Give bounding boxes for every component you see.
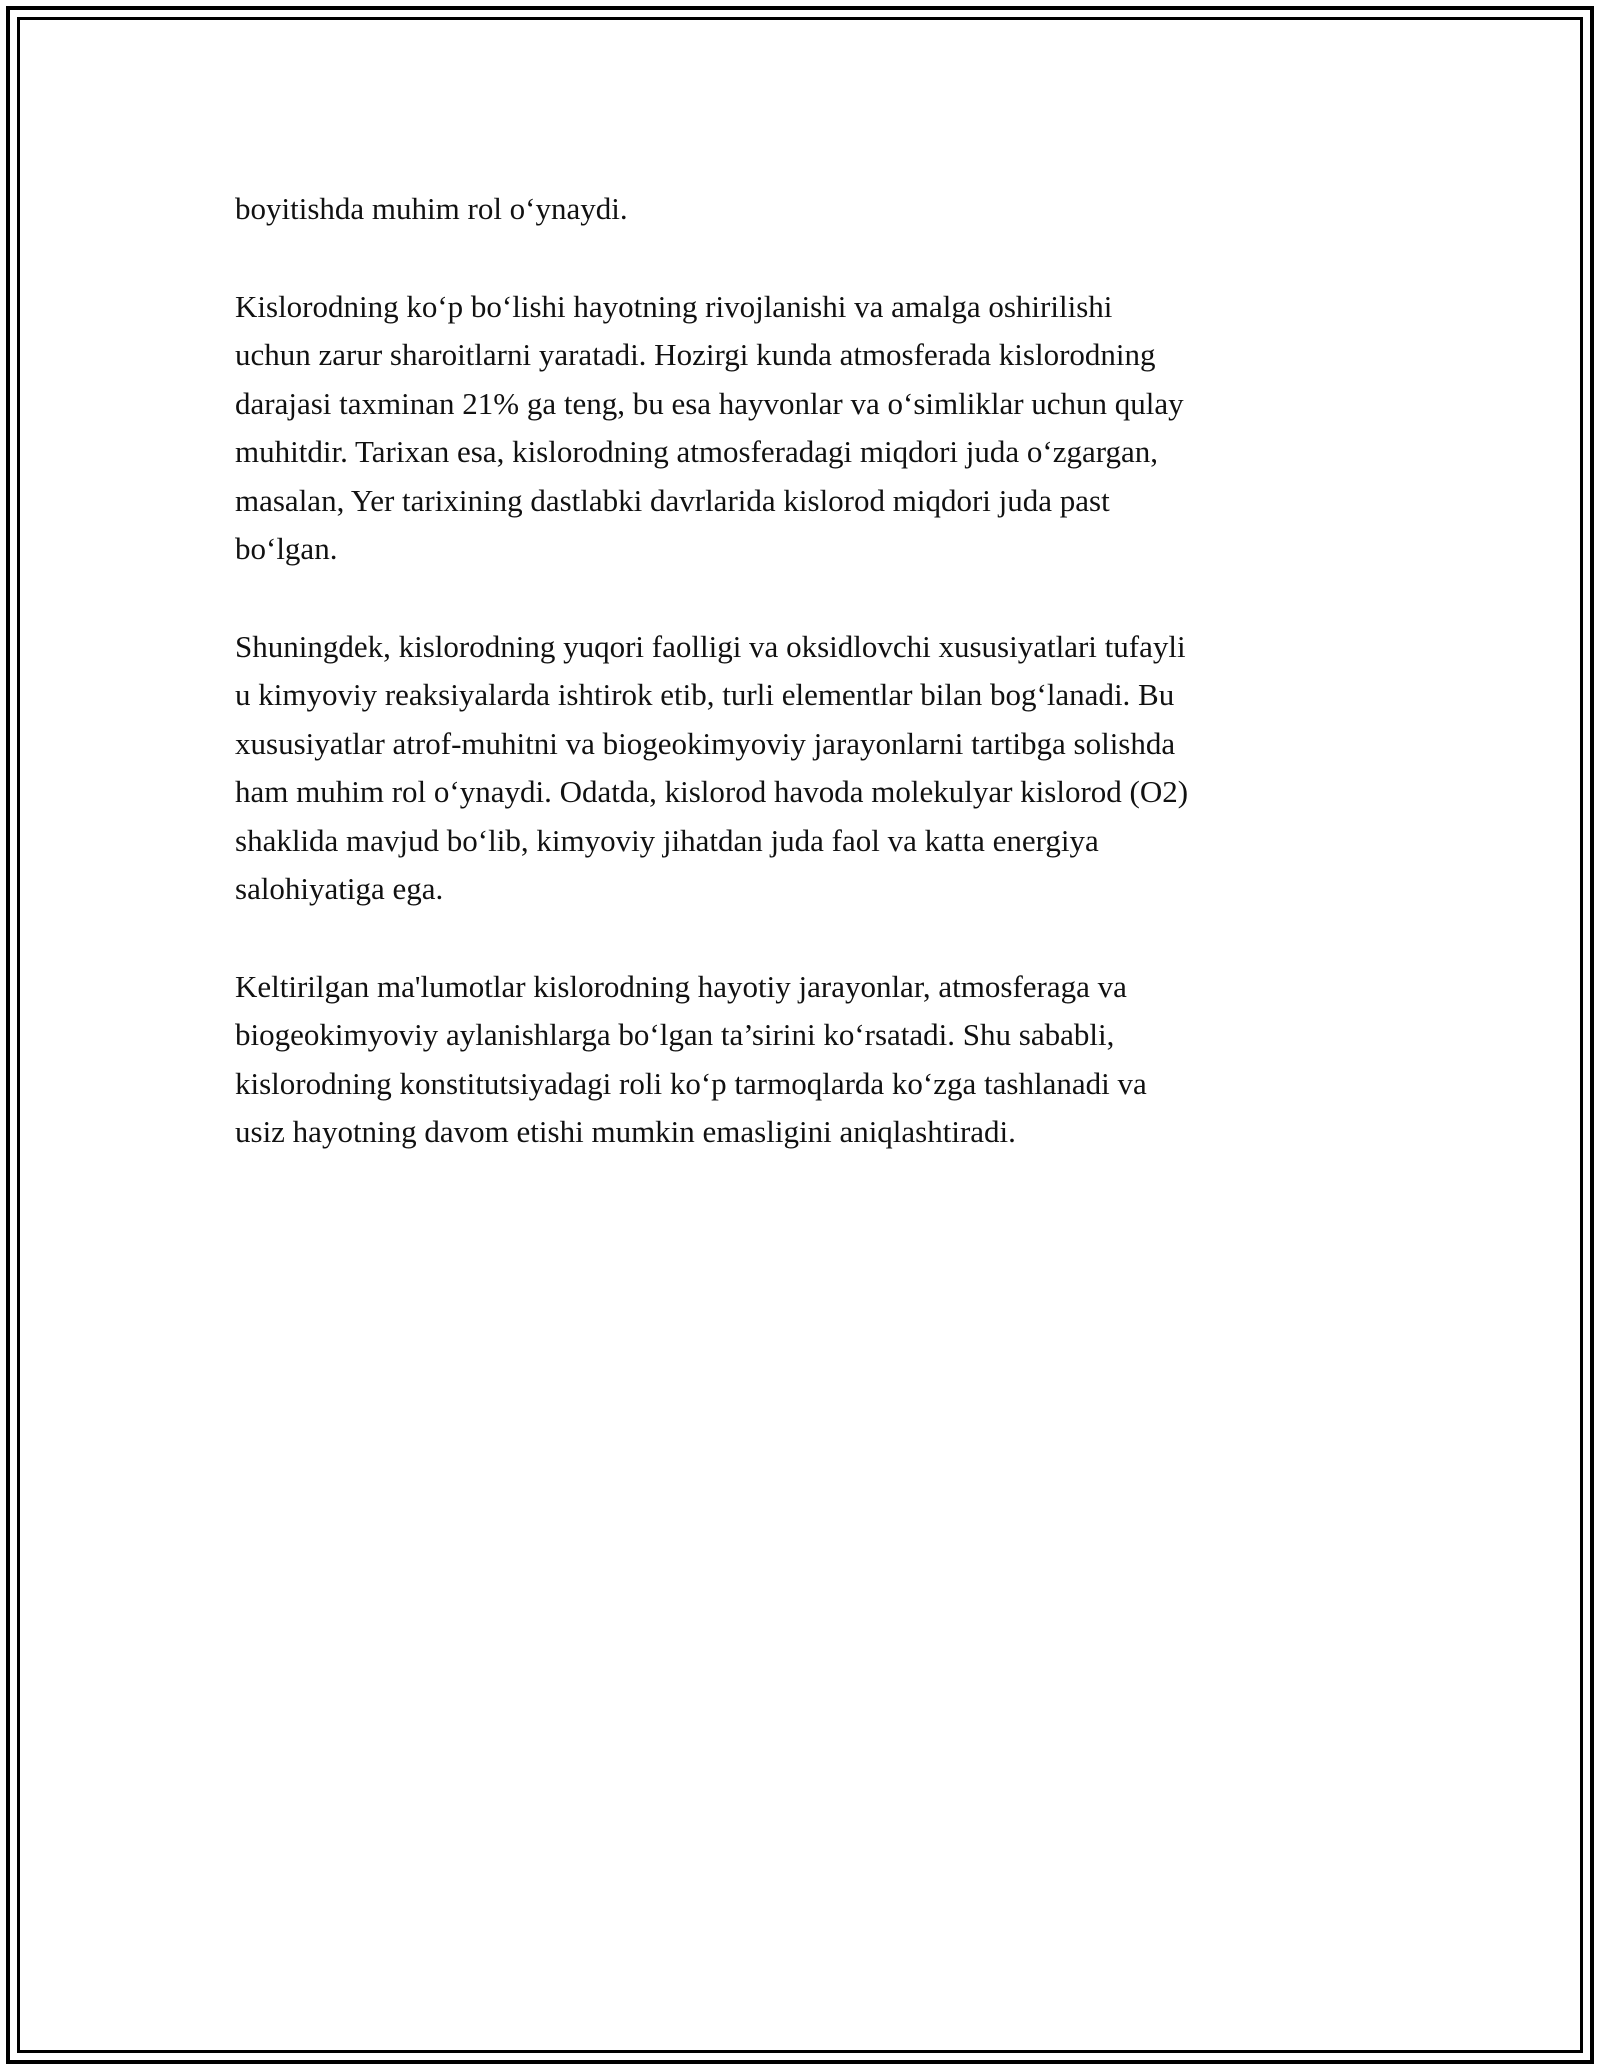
text-line: muhitdir. Tarixan esa, kislorodning atmosferadagi miqdori juda o‘zgargan,	[235, 434, 1159, 469]
text-line: kislorodning konstitutsiyadagi roli ko‘p tarmoqlarda ko‘zga tashlanadi va	[235, 1065, 1147, 1101]
text-line: xususiyatlar atrof-muhitni va biogeokimyoviy jarayonlarni tartibga solishda	[235, 725, 1176, 761]
paragraph-4	[235, 963, 1370, 1157]
text-line: salohiyatiga ega.	[235, 871, 444, 906]
paragraph-3	[235, 623, 1370, 914]
paragraph-1	[235, 185, 1370, 234]
page-body-text	[235, 185, 1370, 1206]
text-line: bo‘lgan.	[235, 531, 338, 566]
text-line: Kislorodning ko‘p bo‘lishi hayotning rivojlanishi va amalga oshirilishi	[235, 288, 1113, 324]
text-line: darajasi taxminan 21% ga teng, bu esa hayvonlar va o‘simliklar uchun qulay	[235, 385, 1184, 421]
text-line: boyitishda muhim rol o‘ynaydi.	[235, 191, 628, 226]
paragraph-2	[235, 283, 1370, 574]
text-line: u kimyoviy reaksiyalarda ishtirok etib, turli elementlar bilan bog‘lanadi. Bu	[235, 677, 1175, 712]
text-line: shaklida mavjud bo‘lib, kimyoviy jihatdan juda faol va katta energiya	[235, 822, 1099, 858]
text-line: ham muhim rol o‘ynaydi. Odatda, kislorod havoda molekulyar kislorod (O2)	[235, 774, 1189, 809]
text-line: uchun zarur sharoitlarni yaratadi. Hozirgi kunda atmosferada kislorodning	[235, 337, 1156, 372]
text-line: masalan, Yer tarixining dastlabki davrlarida kislorod miqdori juda past	[235, 482, 1110, 518]
text-line: Keltirilgan ma'lumotlar kislorodning hayotiy jarayonlar, atmosferaga va	[235, 968, 1127, 1004]
text-line: usiz hayotning davom etishi mumkin emasligini aniqlashtiradi.	[235, 1114, 1016, 1149]
text-line: biogeokimyoviy aylanishlarga bo‘lgan ta’sirini ko‘rsatadi. Shu sababli,	[235, 1017, 1115, 1052]
text-line: Shuningdek, kislorodning yuqori faolligi va oksidlovchi xususiyatlari tufayli	[235, 628, 1186, 664]
